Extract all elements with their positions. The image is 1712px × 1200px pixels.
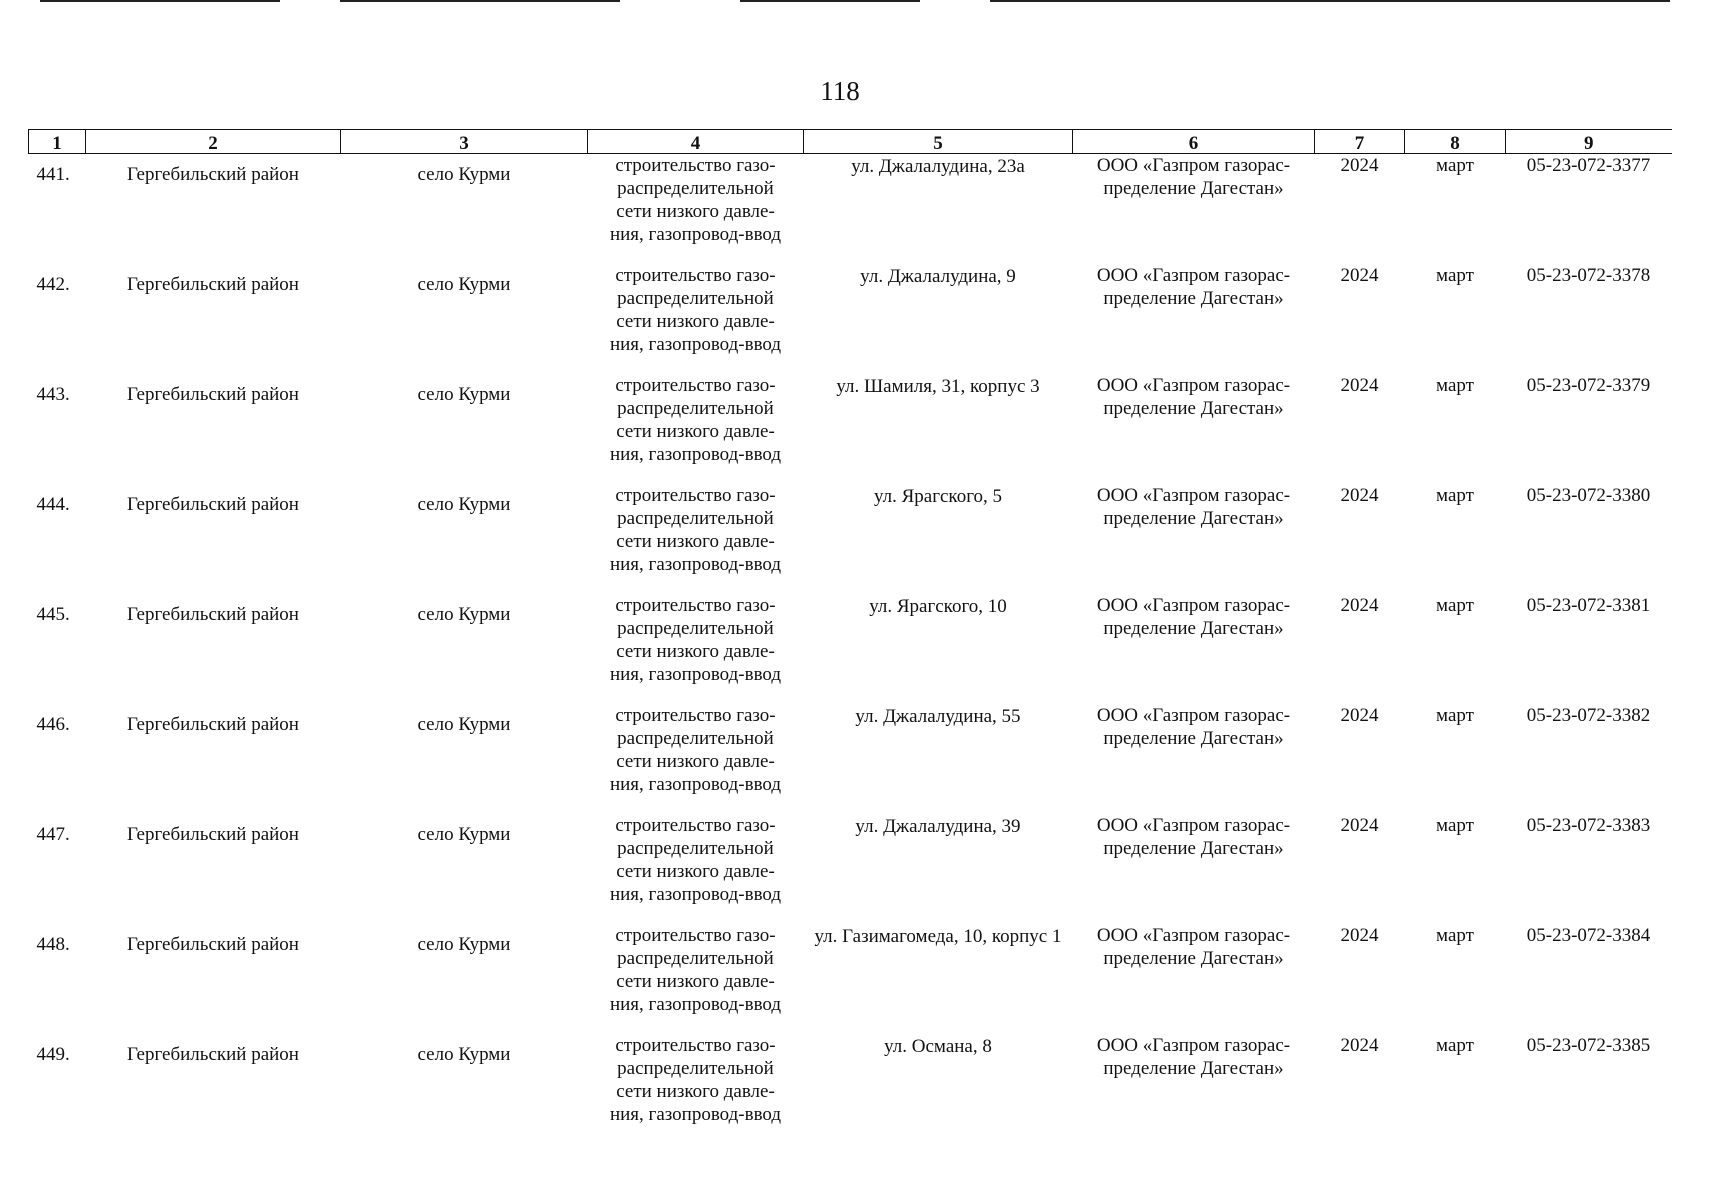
- organization-line: пределение Дагестан»: [1103, 398, 1284, 419]
- address-cell: ул. Джалалудина, 9: [860, 266, 1016, 287]
- column-header: 8: [1405, 130, 1506, 154]
- district-cell: Гергебильский район: [127, 1044, 299, 1065]
- work-description-line: сети низкого давле-: [616, 861, 775, 882]
- month-cell: март: [1436, 265, 1474, 286]
- address-cell: ул. Ярагского, 10: [869, 596, 1007, 617]
- row-number: 445.: [36, 604, 70, 625]
- work-description-line: сети низкого давле-: [616, 201, 775, 222]
- district-cell: Гергебильский район: [127, 384, 299, 405]
- district-cell: Гергебильский район: [127, 934, 299, 955]
- work-description-line: строительство газо-: [615, 815, 776, 836]
- code-cell: 05-23-072-3381: [1526, 595, 1651, 616]
- month-cell: март: [1436, 595, 1474, 616]
- table-row: [29, 924, 1672, 1034]
- organization-cell: [1073, 704, 1315, 814]
- scan-edge-line: [740, 0, 920, 2]
- district-cell: Гергебильский район: [127, 164, 299, 185]
- work-description-line: ния, газопровод-ввод: [609, 774, 782, 795]
- organization-cell: [1073, 594, 1315, 704]
- district-cell: Гергебильский район: [127, 274, 299, 295]
- row-number: 447.: [36, 824, 70, 845]
- month-cell: март: [1436, 155, 1474, 176]
- column-header: 7: [1315, 130, 1405, 154]
- month-cell: март: [1436, 815, 1474, 836]
- column-header: 4: [588, 130, 804, 154]
- table-row: [29, 154, 1672, 265]
- column-header: 6: [1073, 130, 1315, 154]
- year-cell: 2024: [1340, 595, 1379, 616]
- organization-line: ООО «Газпром газорас-: [1096, 925, 1291, 946]
- column-header: 3: [341, 130, 588, 154]
- column-header: 1: [29, 130, 86, 154]
- year-cell: 2024: [1340, 375, 1379, 396]
- year-cell: 2024: [1340, 265, 1379, 286]
- work-description-line: распределительной: [617, 288, 774, 309]
- settlement-cell: село Курми: [417, 164, 511, 185]
- organization-line: ООО «Газпром газорас-: [1096, 595, 1291, 616]
- work-description-line: распределительной: [617, 398, 774, 419]
- work-description-line: распределительной: [617, 948, 774, 969]
- settlement-cell: село Курми: [417, 604, 511, 625]
- work-description-cell: [588, 594, 804, 704]
- work-description-cell: [588, 484, 804, 594]
- organization-cell: [1073, 814, 1315, 924]
- work-description-line: строительство газо-: [615, 595, 776, 616]
- code-cell: 05-23-072-3385: [1526, 1035, 1651, 1056]
- code-cell: 05-23-072-3379: [1526, 375, 1651, 396]
- address-cell: ул. Шамиля, 31, корпус 3: [836, 376, 1040, 397]
- row-number: 443.: [36, 384, 70, 405]
- work-description-line: ния, газопровод-ввод: [609, 224, 782, 245]
- code-cell: 05-23-072-3380: [1526, 485, 1651, 506]
- settlement-cell: село Курми: [417, 824, 511, 845]
- year-cell: 2024: [1340, 815, 1379, 836]
- organization-cell: [1073, 154, 1315, 265]
- work-description-line: сети низкого давле-: [616, 641, 775, 662]
- work-description-line: ния, газопровод-ввод: [609, 1104, 782, 1125]
- work-description-line: строительство газо-: [615, 485, 776, 506]
- page-number: 118: [820, 76, 860, 106]
- table-row: [29, 484, 1672, 594]
- work-description-line: распределительной: [617, 1058, 774, 1079]
- district-cell: Гергебильский район: [127, 714, 299, 735]
- work-description-line: ния, газопровод-ввод: [609, 334, 782, 355]
- organization-cell: [1073, 484, 1315, 594]
- settlement-cell: село Курми: [417, 274, 511, 295]
- work-description-cell: [588, 924, 804, 1034]
- table-row: [29, 814, 1672, 924]
- organization-line: ООО «Газпром газорас-: [1096, 375, 1291, 396]
- work-description-line: ния, газопровод-ввод: [609, 884, 782, 905]
- organization-line: пределение Дагестан»: [1103, 1058, 1284, 1079]
- work-description-line: распределительной: [617, 178, 774, 199]
- month-cell: март: [1436, 375, 1474, 396]
- settlement-cell: село Курми: [417, 384, 511, 405]
- table-row: [29, 704, 1672, 814]
- year-cell: 2024: [1340, 705, 1379, 726]
- row-number: 441.: [36, 164, 70, 185]
- address-cell: ул. Османа, 8: [884, 1036, 992, 1057]
- organization-cell: [1073, 924, 1315, 1034]
- header-row: [29, 130, 1672, 154]
- organization-cell: [1073, 1034, 1315, 1144]
- scan-edge-line: [990, 0, 1670, 2]
- work-description-cell: [588, 154, 804, 265]
- work-description-cell: [588, 704, 804, 814]
- code-cell: 05-23-072-3382: [1526, 705, 1651, 726]
- address-cell: ул. Ярагского, 5: [873, 486, 1003, 507]
- work-description-line: сети низкого давле-: [616, 421, 775, 442]
- organization-line: пределение Дагестан»: [1103, 618, 1284, 639]
- work-description-line: распределительной: [617, 508, 774, 529]
- work-description-line: ния, газопровод-ввод: [609, 554, 782, 575]
- organization-line: пределение Дагестан»: [1103, 948, 1284, 969]
- settlement-cell: село Курми: [417, 494, 511, 515]
- address-cell: ул. Джалалудина, 23а: [851, 156, 1025, 177]
- work-description-line: ния, газопровод-ввод: [609, 444, 782, 465]
- organization-line: ООО «Газпром газорас-: [1096, 265, 1291, 286]
- month-cell: март: [1436, 705, 1474, 726]
- work-description-line: распределительной: [617, 618, 774, 639]
- table-row: [29, 594, 1672, 704]
- organization-line: пределение Дагестан»: [1103, 178, 1284, 199]
- address-cell: ул. Джалалудина, 39: [855, 816, 1021, 837]
- scan-edge-line: [340, 0, 620, 2]
- year-cell: 2024: [1340, 485, 1379, 506]
- settlement-cell: село Курми: [417, 1044, 511, 1065]
- work-description-cell: [588, 1034, 804, 1144]
- table-row: [29, 374, 1672, 484]
- organization-line: ООО «Газпром газорас-: [1096, 815, 1291, 836]
- scan-edge-line: [40, 0, 280, 2]
- work-description-line: распределительной: [617, 728, 774, 749]
- organization-line: пределение Дагестан»: [1103, 838, 1284, 859]
- work-description-cell: [588, 264, 804, 374]
- work-description-line: строительство газо-: [615, 705, 776, 726]
- table-row: [29, 1034, 1672, 1144]
- work-description-line: сети низкого давле-: [616, 311, 775, 332]
- work-description-line: сети низкого давле-: [616, 1081, 775, 1102]
- district-cell: Гергебильский район: [127, 494, 299, 515]
- year-cell: 2024: [1340, 155, 1379, 176]
- work-description-line: строительство газо-: [615, 375, 776, 396]
- work-description-line: ния, газопровод-ввод: [609, 994, 782, 1015]
- address-cell: ул. Газимагомеда, 10, корпус 1: [814, 926, 1062, 947]
- row-number: 442.: [36, 274, 70, 295]
- month-cell: март: [1436, 485, 1474, 506]
- month-cell: март: [1436, 1035, 1474, 1056]
- row-number: 448.: [36, 934, 70, 955]
- code-cell: 05-23-072-3383: [1526, 815, 1651, 836]
- district-cell: Гергебильский район: [127, 824, 299, 845]
- work-description-cell: [588, 374, 804, 484]
- month-cell: март: [1436, 925, 1474, 946]
- organization-line: пределение Дагестан»: [1103, 508, 1284, 529]
- organization-line: ООО «Газпром газорас-: [1096, 705, 1291, 726]
- settlement-cell: село Курми: [417, 714, 511, 735]
- organization-line: ООО «Газпром газорас-: [1096, 155, 1291, 176]
- code-cell: 05-23-072-3377: [1526, 155, 1651, 176]
- work-description-line: сети низкого давле-: [616, 531, 775, 552]
- work-description-line: строительство газо-: [615, 925, 776, 946]
- work-description-line: строительство газо-: [615, 155, 776, 176]
- table-row: [29, 264, 1672, 374]
- row-number: 444.: [36, 494, 70, 515]
- organization-cell: [1073, 374, 1315, 484]
- district-cell: Гергебильский район: [127, 604, 299, 625]
- code-cell: 05-23-072-3378: [1526, 265, 1651, 286]
- column-header: 5: [804, 130, 1073, 154]
- address-cell: ул. Джалалудина, 55: [855, 706, 1021, 727]
- settlement-cell: село Курми: [417, 934, 511, 955]
- column-header: 9: [1506, 130, 1672, 154]
- year-cell: 2024: [1340, 1035, 1379, 1056]
- work-description-line: сети низкого давле-: [616, 751, 775, 772]
- organization-line: ООО «Газпром газорас-: [1096, 1035, 1291, 1056]
- organization-line: ООО «Газпром газорас-: [1096, 485, 1291, 506]
- work-description-line: строительство газо-: [615, 1035, 776, 1056]
- row-number: 446.: [36, 714, 70, 735]
- organization-line: пределение Дагестан»: [1103, 728, 1284, 749]
- work-description-line: распределительной: [617, 838, 774, 859]
- organization-line: пределение Дагестан»: [1103, 288, 1284, 309]
- code-cell: 05-23-072-3384: [1526, 925, 1651, 946]
- year-cell: 2024: [1340, 925, 1379, 946]
- work-description-cell: [588, 814, 804, 924]
- row-number: 449.: [36, 1044, 70, 1065]
- column-header: 2: [86, 130, 341, 154]
- work-description-line: строительство газо-: [615, 265, 776, 286]
- organization-cell: [1073, 264, 1315, 374]
- work-description-line: сети низкого давле-: [616, 971, 775, 992]
- document-table: [28, 129, 1671, 1144]
- work-description-line: ния, газопровод-ввод: [609, 664, 782, 685]
